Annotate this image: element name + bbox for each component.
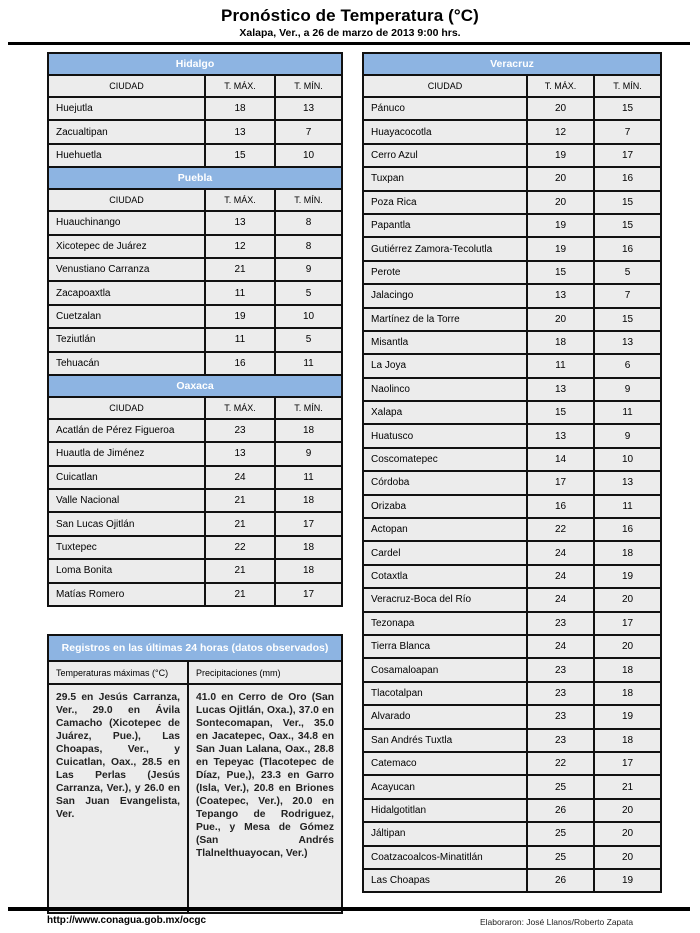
table-row (48, 419, 342, 442)
table-row (363, 308, 661, 331)
max-temp-cell: 21 (205, 559, 275, 582)
min-temp-cell: 19 (594, 705, 661, 728)
column-header-row (363, 75, 661, 97)
city-cell: Orizaba (363, 495, 527, 518)
min-temp-cell: 18 (594, 729, 661, 752)
min-temp-cell: 15 (594, 97, 661, 120)
table-row (363, 869, 661, 892)
table-row (363, 635, 661, 658)
right-forecast-table (362, 52, 662, 893)
min-temp-cell: 19 (594, 565, 661, 588)
footer-url-link[interactable]: http://www.conagua.gob.mx/ocgc (47, 915, 207, 926)
col-min-header: T. MÍN. (275, 397, 342, 419)
max-temp-cell: 12 (205, 235, 275, 258)
min-temp-cell: 21 (594, 775, 661, 798)
city-cell: Jáltipan (363, 822, 527, 845)
min-temp-cell: 5 (594, 261, 661, 284)
max-temp-cell: 21 (205, 258, 275, 281)
city-cell: Huejutla (48, 97, 205, 120)
max-temp-cell: 20 (527, 167, 594, 190)
max-temp-cell: 22 (205, 536, 275, 559)
col-max-header: T. MÁX. (205, 397, 275, 419)
max-temp-cell: 19 (527, 214, 594, 237)
max-temp-cell: 13 (205, 120, 275, 143)
city-cell: Huauchinango (48, 211, 205, 234)
min-temp-cell: 5 (275, 328, 342, 351)
max-temp-cell: 14 (527, 448, 594, 471)
table-row (48, 144, 342, 167)
min-temp-cell: 6 (594, 354, 661, 377)
table-row (48, 281, 342, 304)
col-max-header: T. MÁX. (205, 75, 275, 97)
city-cell: Acatlán de Pérez Figueroa (48, 419, 205, 442)
table-row (363, 541, 661, 564)
min-temp-cell: 11 (275, 466, 342, 489)
table-row (363, 799, 661, 822)
state-section-puebla (48, 167, 342, 375)
table-row (363, 167, 661, 190)
city-cell: Veracruz-Boca del Río (363, 588, 527, 611)
table-row (363, 471, 661, 494)
max-temp-cell: 18 (205, 97, 275, 120)
max-temp-cell: 15 (527, 261, 594, 284)
city-cell: Huayacocotla (363, 120, 527, 143)
max-temp-cell: 24 (527, 565, 594, 588)
max-temp-cell: 23 (527, 682, 594, 705)
min-temp-cell: 13 (594, 471, 661, 494)
max-temp-cell: 11 (205, 328, 275, 351)
state-name: Oaxaca (48, 375, 342, 397)
max-temp-cell: 23 (527, 658, 594, 681)
min-temp-cell: 15 (594, 214, 661, 237)
max-temp-cell: 20 (527, 191, 594, 214)
column-header-row (48, 397, 342, 419)
max-temp-cell: 16 (205, 352, 275, 375)
min-temp-cell: 16 (594, 237, 661, 260)
column-header-row (48, 75, 342, 97)
table-row (48, 352, 342, 375)
city-cell: San Andrés Tuxtla (363, 729, 527, 752)
table-row (48, 305, 342, 328)
max-temp-cell: 24 (527, 541, 594, 564)
table-row (363, 97, 661, 120)
max-temp-cell: 13 (527, 284, 594, 307)
table-row (48, 536, 342, 559)
table-row (363, 822, 661, 845)
city-cell: Xalapa (363, 401, 527, 424)
city-cell: Gutiérrez Zamora-Tecolutla (363, 237, 527, 260)
city-cell: Cosamaloapan (363, 658, 527, 681)
page-title: Pronóstico de Temperatura (°C) (221, 6, 479, 25)
table-row (363, 495, 661, 518)
table-row (48, 583, 342, 606)
min-temp-cell: 19 (594, 869, 661, 892)
bottom-divider (8, 907, 690, 911)
city-cell: Pánuco (363, 97, 527, 120)
table-row (363, 331, 661, 354)
left-forecast-table (47, 52, 343, 607)
max-temp-cell: 22 (527, 518, 594, 541)
table-row (363, 191, 661, 214)
table-row (363, 378, 661, 401)
min-temp-cell: 17 (594, 612, 661, 635)
city-cell: Tezonapa (363, 612, 527, 635)
col-max-header: T. MÁX. (205, 189, 275, 211)
max-temp-cell: 15 (527, 401, 594, 424)
table-row (363, 775, 661, 798)
table-row (363, 846, 661, 869)
col-city-header: CIUDAD (48, 189, 205, 211)
max-temp-cell: 25 (527, 822, 594, 845)
city-cell: Las Choapas (363, 869, 527, 892)
table-row (363, 354, 661, 377)
min-temp-cell: 20 (594, 846, 661, 869)
table-row (363, 518, 661, 541)
footer-credit: Elaboraron: José Llanos/Roberto Zapata (480, 917, 634, 927)
table-row (363, 729, 661, 752)
state-header-row (48, 167, 342, 189)
city-cell: Teziutlán (48, 328, 205, 351)
page-subtitle: Xalapa, Ver., a 26 de marzo de 2013 9:00 hrs. (239, 27, 461, 39)
city-cell: Huehuetla (48, 144, 205, 167)
city-cell: Matías Romero (48, 583, 205, 606)
col-city-header: CIUDAD (48, 397, 205, 419)
city-cell: Martínez de la Torre (363, 308, 527, 331)
max-temp-cell: 20 (527, 97, 594, 120)
max-temp-cell: 20 (527, 308, 594, 331)
min-temp-cell: 7 (275, 120, 342, 143)
max-temp-cell: 12 (527, 120, 594, 143)
col-min-header: T. MÍN. (594, 75, 661, 97)
max-temp-cell: 23 (527, 729, 594, 752)
table-row (363, 237, 661, 260)
max-temp-cell: 13 (205, 211, 275, 234)
max-temp-cell: 13 (527, 424, 594, 447)
min-temp-cell: 20 (594, 588, 661, 611)
min-temp-cell: 20 (594, 822, 661, 845)
min-temp-cell: 5 (275, 281, 342, 304)
city-cell: Valle Nacional (48, 489, 205, 512)
max-temp-cell: 19 (527, 144, 594, 167)
table-row (48, 328, 342, 351)
city-cell: Huautla de Jiménez (48, 442, 205, 465)
min-temp-cell: 17 (594, 144, 661, 167)
max-temp-cell: 15 (205, 144, 275, 167)
state-name: Puebla (48, 167, 342, 189)
min-temp-cell: 9 (594, 424, 661, 447)
table-row (363, 284, 661, 307)
column-header-row (48, 189, 342, 211)
max-temp-cell: 17 (527, 471, 594, 494)
col-min-header: T. MÍN. (275, 75, 342, 97)
max-temp-cell: 19 (205, 305, 275, 328)
max-temp-cell: 23 (527, 705, 594, 728)
min-temp-cell: 17 (275, 583, 342, 606)
table-row (363, 120, 661, 143)
city-cell: Hidalgotitlan (363, 799, 527, 822)
state-section-hidalgo (48, 53, 342, 167)
city-cell: Perote (363, 261, 527, 284)
state-header-row (48, 375, 342, 397)
min-temp-cell: 18 (594, 682, 661, 705)
city-cell: San Lucas Ojitlán (48, 512, 205, 535)
max-temps-header: Temperaturas máximas (°C) (48, 661, 188, 684)
col-min-header: T. MÍN. (275, 189, 342, 211)
max-temp-cell: 16 (527, 495, 594, 518)
max-temp-cell: 24 (205, 466, 275, 489)
table-row (363, 565, 661, 588)
max-temp-cell: 21 (205, 489, 275, 512)
table-row (48, 512, 342, 535)
max-temp-cell: 24 (527, 635, 594, 658)
table-row (48, 559, 342, 582)
precip-header: Precipitaciones (mm) (188, 661, 342, 684)
max-temp-cell: 22 (527, 752, 594, 775)
table-row (48, 211, 342, 234)
city-cell: Tlacotalpan (363, 682, 527, 705)
min-temp-cell: 16 (594, 518, 661, 541)
city-cell: Tuxpan (363, 167, 527, 190)
table-row (48, 235, 342, 258)
min-temp-cell: 9 (594, 378, 661, 401)
min-temp-cell: 15 (594, 191, 661, 214)
city-cell: Venustiano Carranza (48, 258, 205, 281)
state-section-veracruz (363, 53, 661, 892)
max-temp-cell: 25 (527, 846, 594, 869)
min-temp-cell: 13 (594, 331, 661, 354)
city-cell: Jalacingo (363, 284, 527, 307)
min-temp-cell: 9 (275, 258, 342, 281)
min-temp-cell: 20 (594, 799, 661, 822)
min-temp-cell: 10 (594, 448, 661, 471)
state-header-row (48, 53, 342, 75)
min-temp-cell: 20 (594, 635, 661, 658)
table-row (363, 705, 661, 728)
table-row (363, 752, 661, 775)
min-temp-cell: 8 (275, 235, 342, 258)
min-temp-cell: 11 (594, 495, 661, 518)
min-temp-cell: 10 (275, 144, 342, 167)
table-row (363, 401, 661, 424)
max-temp-cell: 26 (527, 869, 594, 892)
min-temp-cell: 17 (594, 752, 661, 775)
max-temp-cell: 11 (527, 354, 594, 377)
table-row (48, 120, 342, 143)
min-temp-cell: 7 (594, 284, 661, 307)
min-temp-cell: 13 (275, 97, 342, 120)
max-temp-cell: 23 (205, 419, 275, 442)
max-temp-cell: 13 (527, 378, 594, 401)
table-row (48, 258, 342, 281)
max-temp-cell: 25 (527, 775, 594, 798)
city-cell: Actopan (363, 518, 527, 541)
col-city-header: CIUDAD (48, 75, 205, 97)
min-temp-cell: 18 (275, 536, 342, 559)
table-row (48, 442, 342, 465)
city-cell: Catemaco (363, 752, 527, 775)
observed-records-table (47, 634, 343, 914)
city-cell: Cuetzalan (48, 305, 205, 328)
min-temp-cell: 18 (594, 541, 661, 564)
table-row (363, 424, 661, 447)
city-cell: Coscomatepec (363, 448, 527, 471)
table-row (363, 261, 661, 284)
city-cell: Coatzacoalcos-Minatitlán (363, 846, 527, 869)
min-temp-cell: 7 (594, 120, 661, 143)
table-row (363, 214, 661, 237)
max-temp-cell: 18 (527, 331, 594, 354)
city-cell: Cerro Azul (363, 144, 527, 167)
city-cell: Cuicatlan (48, 466, 205, 489)
table-row (363, 612, 661, 635)
table-row (363, 658, 661, 681)
city-cell: Tuxtepec (48, 536, 205, 559)
max-temp-cell: 24 (527, 588, 594, 611)
observed-title: Registros en las últimas 24 horas (datos observados) (48, 635, 342, 661)
state-section-oaxaca (48, 375, 342, 606)
city-cell: Misantla (363, 331, 527, 354)
city-cell: Cotaxtla (363, 565, 527, 588)
table-row (363, 682, 661, 705)
min-temp-cell: 18 (594, 658, 661, 681)
city-cell: Naolinco (363, 378, 527, 401)
max-temps-text: 29.5 en Jesús Carranza, Ver., 29.0 en Ávila Camacho (Xicotepec de Juárez, Pue.), Las Choapas, Ver., y Cuicatlan, Oax., 28.5 en Las Perlas (Jesús Carranza, Ver.), y 26.0 en San Juan Evangelista, Ver. (48, 684, 188, 913)
min-temp-cell: 17 (275, 512, 342, 535)
max-temp-cell: 21 (205, 583, 275, 606)
col-max-header: T. MÁX. (527, 75, 594, 97)
max-temp-cell: 19 (527, 237, 594, 260)
min-temp-cell: 11 (594, 401, 661, 424)
table-row (363, 448, 661, 471)
city-cell: Loma Bonita (48, 559, 205, 582)
table-row (363, 144, 661, 167)
city-cell: Zacualtipan (48, 120, 205, 143)
col-city-header: CIUDAD (363, 75, 527, 97)
min-temp-cell: 18 (275, 559, 342, 582)
max-temp-cell: 11 (205, 281, 275, 304)
table-row (363, 588, 661, 611)
max-temp-cell: 13 (205, 442, 275, 465)
min-temp-cell: 8 (275, 211, 342, 234)
city-cell: Huatusco (363, 424, 527, 447)
state-name: Veracruz (363, 53, 661, 75)
max-temp-cell: 21 (205, 512, 275, 535)
city-cell: Zacapoaxtla (48, 281, 205, 304)
table-row (48, 489, 342, 512)
city-cell: Cardel (363, 541, 527, 564)
top-divider (8, 42, 690, 45)
max-temp-cell: 26 (527, 799, 594, 822)
min-temp-cell: 10 (275, 305, 342, 328)
table-row (48, 97, 342, 120)
max-temp-cell: 23 (527, 612, 594, 635)
city-cell: Poza Rica (363, 191, 527, 214)
city-cell: Papantla (363, 214, 527, 237)
min-temp-cell: 18 (275, 489, 342, 512)
city-cell: Xicotepec de Juárez (48, 235, 205, 258)
city-cell: Córdoba (363, 471, 527, 494)
city-cell: Tierra Blanca (363, 635, 527, 658)
city-cell: Acayucan (363, 775, 527, 798)
min-temp-cell: 16 (594, 167, 661, 190)
city-cell: Tehuacán (48, 352, 205, 375)
table-row (48, 466, 342, 489)
min-temp-cell: 18 (275, 419, 342, 442)
state-header-row (363, 53, 661, 75)
precip-text: 41.0 en Cerro de Oro (San Lucas Ojitlán, Oxa.), 37.0 en Sontecomapan, Ver., 35.0 en Jacatepec, Oax., 34.8 en San Juan Lalana, Oax., 28.8 en Tepeyac (Tlacotepec de Díaz, Pue,), 23.3 en Garro (Isla, Ver.), 20.8 en Briones (Coatepec, Ver.), 20.0 en Tepango de Rodriguez, Pue., y Mesa de Gómez (San Andrés Tlalnelthuayocan, Ver.) (188, 684, 342, 913)
min-temp-cell: 11 (275, 352, 342, 375)
city-cell: Alvarado (363, 705, 527, 728)
city-cell: La Joya (363, 354, 527, 377)
state-name: Hidalgo (48, 53, 342, 75)
min-temp-cell: 9 (275, 442, 342, 465)
min-temp-cell: 15 (594, 308, 661, 331)
